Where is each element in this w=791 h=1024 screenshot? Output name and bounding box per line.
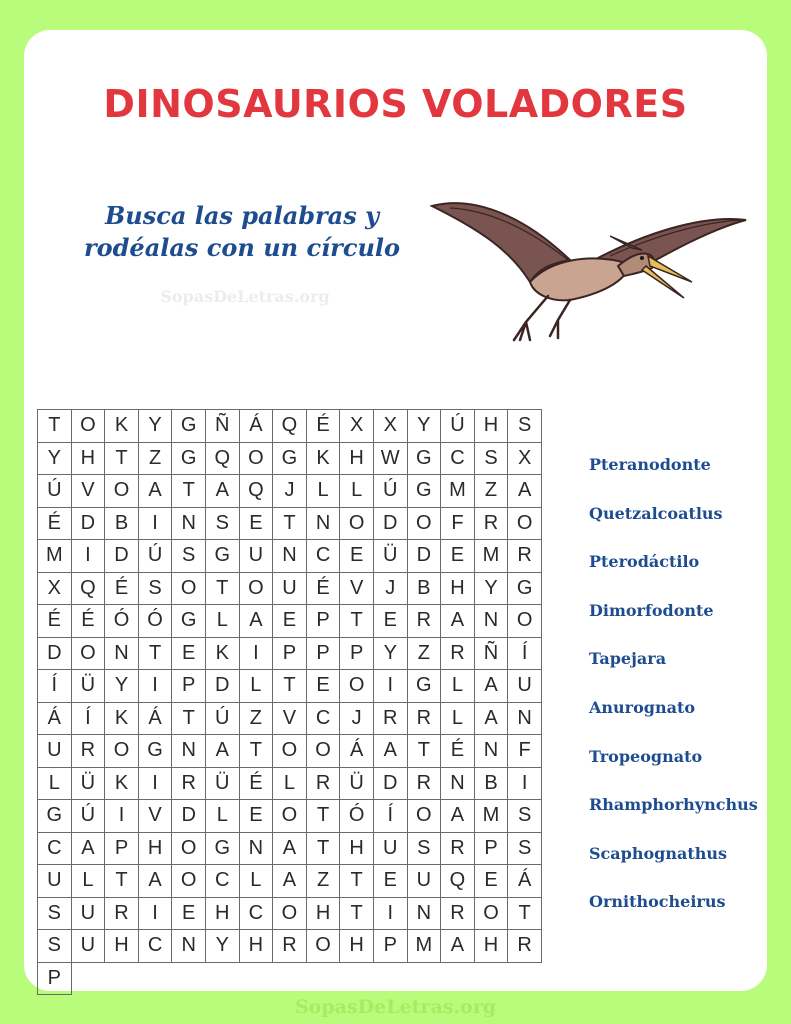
grid-cell[interactable]: O: [340, 508, 374, 541]
grid-cell[interactable]: O: [273, 735, 307, 768]
grid-cell[interactable]: H: [72, 443, 106, 476]
watermark-top: SopasDeLetras.org: [160, 287, 330, 306]
grid-cell[interactable]: O: [105, 475, 139, 508]
grid-cell[interactable]: Í: [374, 800, 408, 833]
grid-cell[interactable]: I: [139, 670, 173, 703]
grid-cell[interactable]: D: [105, 540, 139, 573]
grid-cell[interactable]: L: [307, 475, 341, 508]
grid-cell[interactable]: G: [206, 833, 240, 866]
grid-cell[interactable]: D: [38, 638, 72, 671]
grid-cell[interactable]: T: [206, 573, 240, 606]
grid-cell[interactable]: Ü: [374, 540, 408, 573]
grid-cell[interactable]: G: [408, 670, 442, 703]
grid-cell[interactable]: A: [240, 605, 274, 638]
grid-cell[interactable]: Q: [273, 410, 307, 443]
grid-cell[interactable]: R: [72, 735, 106, 768]
grid-cell[interactable]: N: [172, 735, 206, 768]
grid-cell[interactable]: Ñ: [475, 638, 509, 671]
grid-cell[interactable]: C: [307, 540, 341, 573]
grid-cell[interactable]: E: [307, 670, 341, 703]
grid-cell[interactable]: O: [408, 800, 442, 833]
grid-cell[interactable]: O: [105, 735, 139, 768]
grid-cell[interactable]: E: [172, 638, 206, 671]
grid-cell[interactable]: T: [508, 898, 542, 931]
grid-cell[interactable]: O: [172, 833, 206, 866]
grid-cell[interactable]: Á: [139, 703, 173, 736]
grid-cell[interactable]: O: [72, 638, 106, 671]
grid-cell[interactable]: U: [408, 865, 442, 898]
word-list-item: Pteranodonte: [589, 455, 711, 474]
grid-cell[interactable]: H: [441, 573, 475, 606]
grid-cell[interactable]: P: [273, 638, 307, 671]
grid-cell[interactable]: U: [273, 573, 307, 606]
grid-cell[interactable]: S: [508, 833, 542, 866]
grid-cell[interactable]: A: [441, 930, 475, 963]
grid-cell[interactable]: L: [340, 475, 374, 508]
grid-cell[interactable]: M: [408, 930, 442, 963]
grid-cell[interactable]: R: [307, 768, 341, 801]
grid-cell[interactable]: U: [508, 670, 542, 703]
grid-cell[interactable]: E: [441, 540, 475, 573]
grid-cell[interactable]: Y: [38, 443, 72, 476]
grid-cell[interactable]: Í: [38, 670, 72, 703]
grid-cell[interactable]: Á: [240, 410, 274, 443]
grid-cell[interactable]: O: [172, 573, 206, 606]
grid-cell[interactable]: U: [38, 735, 72, 768]
grid-cell[interactable]: Y: [475, 573, 509, 606]
grid-cell[interactable]: E: [240, 800, 274, 833]
grid-cell[interactable]: C: [240, 898, 274, 931]
grid-cell[interactable]: R: [408, 768, 442, 801]
grid-cell[interactable]: Ü: [72, 670, 106, 703]
instructions: [62, 200, 422, 264]
grid-cell[interactable]: É: [441, 735, 475, 768]
grid-cell[interactable]: O: [408, 508, 442, 541]
grid-cell[interactable]: G: [273, 443, 307, 476]
grid-cell[interactable]: A: [475, 670, 509, 703]
grid-cell[interactable]: A: [273, 865, 307, 898]
grid-cell[interactable]: J: [273, 475, 307, 508]
grid-cell[interactable]: Q: [206, 443, 240, 476]
grid-cell[interactable]: H: [475, 410, 509, 443]
grid-cell[interactable]: X: [340, 410, 374, 443]
grid-cell[interactable]: C: [206, 865, 240, 898]
grid-cell[interactable]: K: [105, 768, 139, 801]
grid-cell[interactable]: É: [240, 768, 274, 801]
grid-cell[interactable]: A: [72, 833, 106, 866]
grid-cell[interactable]: L: [441, 703, 475, 736]
grid-cell[interactable]: H: [139, 833, 173, 866]
grid-cell[interactable]: Ó: [139, 605, 173, 638]
grid-cell[interactable]: R: [172, 768, 206, 801]
grid-cell[interactable]: T: [105, 443, 139, 476]
instructions-line-2: rodéalas con un círculo: [83, 233, 401, 262]
grid-cell[interactable]: P: [38, 963, 72, 996]
grid-cell[interactable]: Z: [139, 443, 173, 476]
grid-cell[interactable]: H: [307, 898, 341, 931]
grid-cell[interactable]: Q: [441, 865, 475, 898]
grid-cell[interactable]: E: [172, 898, 206, 931]
grid-cell[interactable]: T: [408, 735, 442, 768]
grid-cell[interactable]: É: [38, 508, 72, 541]
grid-cell[interactable]: B: [408, 573, 442, 606]
word-list-item: Quetzalcoatlus: [589, 503, 723, 523]
grid-cell[interactable]: L: [38, 768, 72, 801]
grid-cell[interactable]: O: [307, 735, 341, 768]
word-list-item: Rhamphorhynchus: [589, 795, 758, 815]
grid-cell[interactable]: Ü: [206, 768, 240, 801]
grid-cell[interactable]: R: [441, 898, 475, 931]
grid-cell[interactable]: K: [105, 410, 139, 443]
grid-cell[interactable]: C: [38, 833, 72, 866]
grid-cell[interactable]: P: [475, 833, 509, 866]
grid-cell[interactable]: N: [307, 508, 341, 541]
grid-cell[interactable]: Ú: [374, 475, 408, 508]
grid-cell[interactable]: D: [72, 508, 106, 541]
grid-cell[interactable]: R: [508, 540, 542, 573]
grid-cell[interactable]: R: [408, 703, 442, 736]
grid-cell[interactable]: B: [105, 508, 139, 541]
grid-cell[interactable]: D: [408, 540, 442, 573]
grid-cell[interactable]: L: [72, 865, 106, 898]
grid-cell[interactable]: K: [206, 638, 240, 671]
grid-cell[interactable]: B: [475, 768, 509, 801]
grid-cell[interactable]: X: [374, 410, 408, 443]
grid-cell[interactable]: S: [408, 833, 442, 866]
grid-cell[interactable]: U: [72, 930, 106, 963]
grid-cell[interactable]: R: [441, 833, 475, 866]
grid-cell[interactable]: C: [307, 703, 341, 736]
grid-cell[interactable]: K: [307, 443, 341, 476]
grid-cell[interactable]: R: [475, 508, 509, 541]
grid-cell[interactable]: Y: [139, 410, 173, 443]
grid-cell[interactable]: N: [172, 508, 206, 541]
grid-cell[interactable]: Y: [374, 638, 408, 671]
grid-cell[interactable]: S: [139, 573, 173, 606]
word-list-item: Tapejara: [589, 649, 667, 669]
grid-cell[interactable]: L: [206, 605, 240, 638]
grid-cell[interactable]: E: [340, 540, 374, 573]
grid-cell[interactable]: N: [273, 540, 307, 573]
grid-cell[interactable]: U: [38, 865, 72, 898]
grid-cell[interactable]: Q: [240, 475, 274, 508]
grid-cell[interactable]: É: [72, 605, 106, 638]
grid-cell[interactable]: I: [374, 670, 408, 703]
grid-cell[interactable]: E: [240, 508, 274, 541]
grid-cell[interactable]: O: [340, 670, 374, 703]
grid-cell[interactable]: K: [105, 703, 139, 736]
grid-cell[interactable]: T: [240, 735, 274, 768]
grid-cell[interactable]: T: [273, 508, 307, 541]
grid-cell[interactable]: R: [105, 898, 139, 931]
grid-cell[interactable]: R: [374, 703, 408, 736]
grid-cell[interactable]: A: [441, 605, 475, 638]
grid-cell[interactable]: J: [374, 573, 408, 606]
grid-cell[interactable]: Y: [206, 930, 240, 963]
grid-cell[interactable]: Y: [105, 670, 139, 703]
grid-cell[interactable]: M: [441, 475, 475, 508]
grid-cell[interactable]: Ú: [441, 410, 475, 443]
grid-cell[interactable]: H: [340, 930, 374, 963]
grid-cell[interactable]: M: [475, 540, 509, 573]
grid-cell[interactable]: T: [273, 670, 307, 703]
grid-cell[interactable]: G: [408, 475, 442, 508]
grid-cell[interactable]: S: [508, 410, 542, 443]
grid-cell[interactable]: E: [374, 605, 408, 638]
grid-cell[interactable]: T: [105, 865, 139, 898]
grid-cell[interactable]: S: [38, 898, 72, 931]
grid-cell[interactable]: A: [206, 735, 240, 768]
grid-cell[interactable]: D: [374, 508, 408, 541]
grid-cell[interactable]: Ó: [340, 800, 374, 833]
grid-cell[interactable]: S: [172, 540, 206, 573]
grid-cell[interactable]: P: [307, 605, 341, 638]
grid-cell[interactable]: Ú: [206, 703, 240, 736]
word-list-item: Dimorfodonte: [589, 600, 714, 620]
grid-cell[interactable]: X: [38, 573, 72, 606]
grid-cell[interactable]: W: [374, 443, 408, 476]
grid-cell[interactable]: T: [340, 605, 374, 638]
grid-cell[interactable]: A: [206, 475, 240, 508]
grid-cell[interactable]: Ú: [38, 475, 72, 508]
grid-cell[interactable]: G: [38, 800, 72, 833]
grid-cell[interactable]: G: [206, 540, 240, 573]
grid-cell[interactable]: N: [475, 605, 509, 638]
grid-cell[interactable]: A: [139, 475, 173, 508]
grid-cell[interactable]: É: [307, 410, 341, 443]
grid-cell[interactable]: H: [475, 930, 509, 963]
grid-cell[interactable]: A: [139, 865, 173, 898]
grid-cell[interactable]: E: [475, 865, 509, 898]
grid-cell[interactable]: P: [340, 638, 374, 671]
grid-cell[interactable]: I: [105, 800, 139, 833]
grid-cell[interactable]: N: [508, 703, 542, 736]
grid-cell[interactable]: T: [172, 703, 206, 736]
grid-cell[interactable]: L: [206, 800, 240, 833]
grid-cell[interactable]: O: [475, 898, 509, 931]
grid-cell[interactable]: O: [240, 573, 274, 606]
grid-cell[interactable]: L: [273, 768, 307, 801]
grid-cell[interactable]: T: [139, 638, 173, 671]
grid-cell[interactable]: V: [340, 573, 374, 606]
grid-cell[interactable]: Í: [508, 638, 542, 671]
grid-cell[interactable]: H: [240, 930, 274, 963]
grid-cell[interactable]: D: [206, 670, 240, 703]
grid-cell[interactable]: E: [273, 605, 307, 638]
grid-cell[interactable]: G: [508, 573, 542, 606]
grid-cell[interactable]: O: [273, 800, 307, 833]
word-list-item: Scaphognathus: [589, 843, 728, 863]
grid-cell[interactable]: V: [273, 703, 307, 736]
instructions-line-1: Busca las palabras y: [104, 201, 380, 230]
grid-cell[interactable]: O: [273, 898, 307, 931]
grid-cell[interactable]: D: [172, 800, 206, 833]
grid-cell[interactable]: H: [340, 833, 374, 866]
grid-cell[interactable]: P: [374, 930, 408, 963]
grid-cell[interactable]: Á: [38, 703, 72, 736]
grid-cell[interactable]: Ú: [139, 540, 173, 573]
grid-cell[interactable]: F: [508, 735, 542, 768]
grid-cell[interactable]: Y: [408, 410, 442, 443]
grid-cell[interactable]: G: [172, 443, 206, 476]
grid-cell[interactable]: I: [139, 508, 173, 541]
grid-cell[interactable]: Z: [307, 865, 341, 898]
grid-cell[interactable]: T: [307, 833, 341, 866]
grid-cell[interactable]: A: [475, 703, 509, 736]
page-title: DINOSAURIOS VOLADORES: [103, 82, 688, 126]
grid-cell[interactable]: I: [139, 898, 173, 931]
grid-cell[interactable]: R: [273, 930, 307, 963]
grid-cell[interactable]: H: [206, 898, 240, 931]
grid-cell[interactable]: C: [139, 930, 173, 963]
grid-cell[interactable]: Z: [240, 703, 274, 736]
grid-cell[interactable]: É: [38, 605, 72, 638]
grid-cell[interactable]: A: [273, 833, 307, 866]
grid-cell[interactable]: Z: [475, 475, 509, 508]
grid-cell[interactable]: S: [475, 443, 509, 476]
grid-cell[interactable]: S: [206, 508, 240, 541]
word-list: [589, 455, 758, 941]
grid-cell[interactable]: R: [408, 605, 442, 638]
grid-cell[interactable]: P: [105, 833, 139, 866]
grid-cell[interactable]: P: [172, 670, 206, 703]
watermark-bottom: SopasDeLetras.org: [294, 996, 497, 1018]
grid-cell[interactable]: I: [240, 638, 274, 671]
word-search-grid: [37, 409, 542, 995]
grid-cell[interactable]: Á: [340, 735, 374, 768]
grid-cell[interactable]: É: [105, 573, 139, 606]
grid-cell[interactable]: Q: [72, 573, 106, 606]
grid-cell[interactable]: L: [240, 865, 274, 898]
grid-cell[interactable]: Á: [508, 865, 542, 898]
grid-cell[interactable]: G: [139, 735, 173, 768]
grid-cell[interactable]: G: [172, 410, 206, 443]
grid-cell[interactable]: É: [307, 573, 341, 606]
grid-cell[interactable]: Í: [72, 703, 106, 736]
grid-cell[interactable]: O: [72, 410, 106, 443]
grid-cell[interactable]: D: [374, 768, 408, 801]
grid-cell[interactable]: R: [441, 638, 475, 671]
grid-cell[interactable]: G: [408, 443, 442, 476]
word-list-item: Ornithocheirus: [589, 892, 726, 912]
word-list-item: Pterodáctilo: [589, 552, 700, 572]
grid-cell[interactable]: O: [172, 865, 206, 898]
grid-cell[interactable]: Ü: [72, 768, 106, 801]
grid-cell[interactable]: A: [441, 800, 475, 833]
grid-cell[interactable]: N: [475, 735, 509, 768]
grid-cell[interactable]: M: [38, 540, 72, 573]
grid-cell[interactable]: U: [374, 833, 408, 866]
grid-cell[interactable]: R: [508, 930, 542, 963]
grid-cell[interactable]: N: [105, 638, 139, 671]
grid-cell[interactable]: Ú: [72, 800, 106, 833]
grid-cell[interactable]: P: [307, 638, 341, 671]
grid-cell[interactable]: L: [240, 670, 274, 703]
grid-cell[interactable]: I: [508, 768, 542, 801]
grid-cell[interactable]: Ñ: [206, 410, 240, 443]
grid-cell[interactable]: C: [441, 443, 475, 476]
grid-cell[interactable]: Z: [408, 638, 442, 671]
grid-cell[interactable]: O: [240, 443, 274, 476]
pterodactyl-illustration: [430, 190, 750, 350]
grid-cell[interactable]: S: [38, 930, 72, 963]
grid-cell[interactable]: O: [508, 605, 542, 638]
grid-cell[interactable]: N: [240, 833, 274, 866]
grid-cell[interactable]: T: [172, 475, 206, 508]
grid-cell[interactable]: X: [508, 443, 542, 476]
grid-cell[interactable]: T: [340, 865, 374, 898]
word-list-item: Tropeognato: [589, 746, 703, 766]
grid-cell[interactable]: O: [307, 930, 341, 963]
grid-cell[interactable]: N: [408, 898, 442, 931]
grid-cell[interactable]: N: [441, 768, 475, 801]
grid-cell[interactable]: T: [38, 410, 72, 443]
grid-cell[interactable]: F: [441, 508, 475, 541]
grid-cell[interactable]: G: [172, 605, 206, 638]
grid-cell[interactable]: A: [508, 475, 542, 508]
grid-cell[interactable]: V: [72, 475, 106, 508]
grid-cell[interactable]: E: [374, 865, 408, 898]
grid-cell[interactable]: T: [307, 800, 341, 833]
grid-cell[interactable]: I: [139, 768, 173, 801]
grid-cell[interactable]: I: [72, 540, 106, 573]
grid-cell[interactable]: Ü: [340, 768, 374, 801]
grid-cell[interactable]: S: [508, 800, 542, 833]
grid-cell[interactable]: U: [72, 898, 106, 931]
grid-cell[interactable]: M: [475, 800, 509, 833]
word-list-item: Anurognato: [589, 697, 696, 717]
grid-cell[interactable]: U: [240, 540, 274, 573]
grid-cell[interactable]: I: [374, 898, 408, 931]
grid-cell[interactable]: Ó: [105, 605, 139, 638]
grid-cell[interactable]: V: [139, 800, 173, 833]
grid-cell[interactable]: J: [340, 703, 374, 736]
grid-cell[interactable]: T: [340, 898, 374, 931]
grid-cell[interactable]: H: [105, 930, 139, 963]
grid-cell[interactable]: H: [340, 443, 374, 476]
grid-cell[interactable]: N: [172, 930, 206, 963]
grid-cell[interactable]: L: [441, 670, 475, 703]
grid-cell[interactable]: A: [374, 735, 408, 768]
grid-cell[interactable]: O: [508, 508, 542, 541]
